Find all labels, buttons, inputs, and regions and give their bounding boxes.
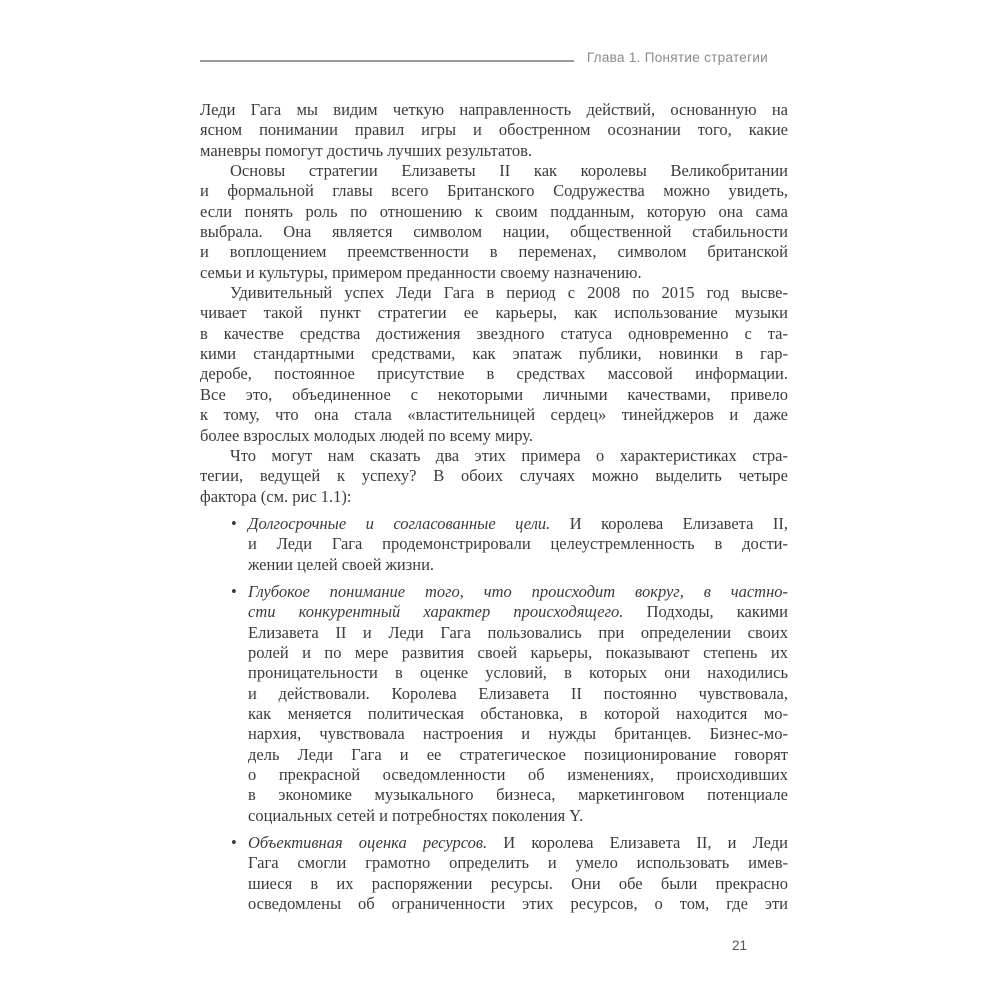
text-line: и Леди Гага продемонстрировали целеустремленность в дости- — [248, 534, 788, 554]
paragraph — [200, 100, 788, 161]
text-line: деробе, постоянное присутствие в средствах массовой информации. — [200, 364, 788, 384]
bullet-icon: • — [231, 833, 237, 853]
text-line: Объективная оценка ресурсов. И королева Елизавета II, и Леди — [248, 833, 788, 853]
text-line: и действовали. Королева Елизавета II постоянно чувствовала, — [248, 683, 788, 703]
text-line: социальных сетей и потребностях поколения Y. — [248, 805, 584, 825]
text-line: ясном понимании правил игры и обостренном осознании того, какие — [200, 120, 788, 140]
text-line: Что могут нам сказать два этих примера о характеристиках стра- — [230, 445, 788, 465]
text-line: Елизавета II и Леди Гага пользовались при определении своих — [248, 622, 788, 642]
text-line: семьи и культуры, примером преданности своему назначению. — [200, 262, 642, 282]
bullet-item — [200, 833, 788, 914]
text-line: в качестве средства достижения звездного статуса одновременно с та- — [200, 323, 788, 343]
text-line: тегии, ведущей к успеху? В обоих случаях можно выделить четыре — [200, 466, 788, 486]
text-line: фактора (см. рис 1.1): — [200, 486, 352, 506]
text-line: маневры помогут достичь лучших результатов. — [200, 140, 532, 160]
text-line: как меняется политическая обстановка, в которой находится мо- — [248, 703, 788, 723]
bullet-item — [200, 582, 788, 826]
paragraph — [200, 446, 788, 507]
text-line: осведомлены об ограниченности этих ресурсов, о том, где эти — [248, 894, 788, 914]
bullet-icon: • — [231, 513, 237, 533]
text-line: если понять роль по отношению к своим подданным, которую она сама — [200, 201, 788, 221]
header-rule — [200, 60, 574, 62]
text-line: Все это, объединенное с некоторыми личными качествами, привело — [200, 384, 788, 404]
text-line: Гага смогли грамотно определить и умело использовать имев- — [248, 853, 788, 873]
text-line: и воплощением преемственности в переменах, символом британской — [200, 242, 788, 262]
text-line: Глубокое понимание того, что происходит вокруг, в частно- — [248, 581, 788, 601]
text-line: более взрослых молодых людей по всему миру. — [200, 425, 533, 445]
text-line: о прекрасной осведомленности об изменениях, происходивших — [248, 765, 788, 784]
text-line: проницательности в оценке условий, в которых они находились — [248, 663, 788, 683]
running-header — [200, 50, 768, 65]
text-line: шиеся в их распоряжении ресурсы. Они обе были прекрасно — [248, 873, 788, 893]
text-column — [200, 100, 788, 914]
text-line: дель Леди Гага и ее стратегическое позиционирование говорят — [248, 744, 788, 764]
text-line: чивает такой пункт стратегии ее карьеры, как использование музыки — [200, 303, 788, 323]
text-line: Леди Гага мы видим четкую направленность действий, основанную на — [200, 100, 788, 119]
text-line: и формальной главы всего Британского Содружества можно увидеть, — [200, 181, 788, 201]
bullet-item — [200, 514, 788, 575]
chapter-header-label: Глава 1. Понятие стратегии — [586, 50, 768, 65]
text-line: Долгосрочные и согласованные цели. И королева Елизавета II, — [248, 513, 788, 533]
text-line: сти конкурентный характер происходящего. Подходы, какими — [248, 602, 788, 622]
text-line: к тому, что она стала «властительницей сердец» тинейджеров и даже — [200, 405, 788, 425]
bullet-icon: • — [231, 581, 237, 601]
text-line: выбрала. Она является символом нации, общественной стабильности — [200, 222, 788, 242]
text-line: жении целей своей жизни. — [248, 554, 435, 574]
text-line: ролей и по мере развития своей карьеры, показывают степень их — [248, 642, 788, 662]
text-line: в экономике музыкального бизнеса, маркетинговом потенциале — [248, 785, 788, 805]
paragraph — [200, 283, 788, 446]
paragraph — [200, 161, 788, 283]
text-line: кими стандартными средствами, как эпатаж публики, новинки в гар- — [200, 344, 788, 364]
text-line: нархия, чувствовала настроения и нужды британцев. Бизнес-мо- — [248, 724, 788, 744]
text-line: Удивительный успех Леди Гага в период с 2008 по 2015 год высве- — [230, 283, 788, 303]
text-line: Основы стратегии Елизаветы II как королевы Великобритании — [230, 161, 788, 181]
page-number: 21 — [731, 938, 747, 953]
